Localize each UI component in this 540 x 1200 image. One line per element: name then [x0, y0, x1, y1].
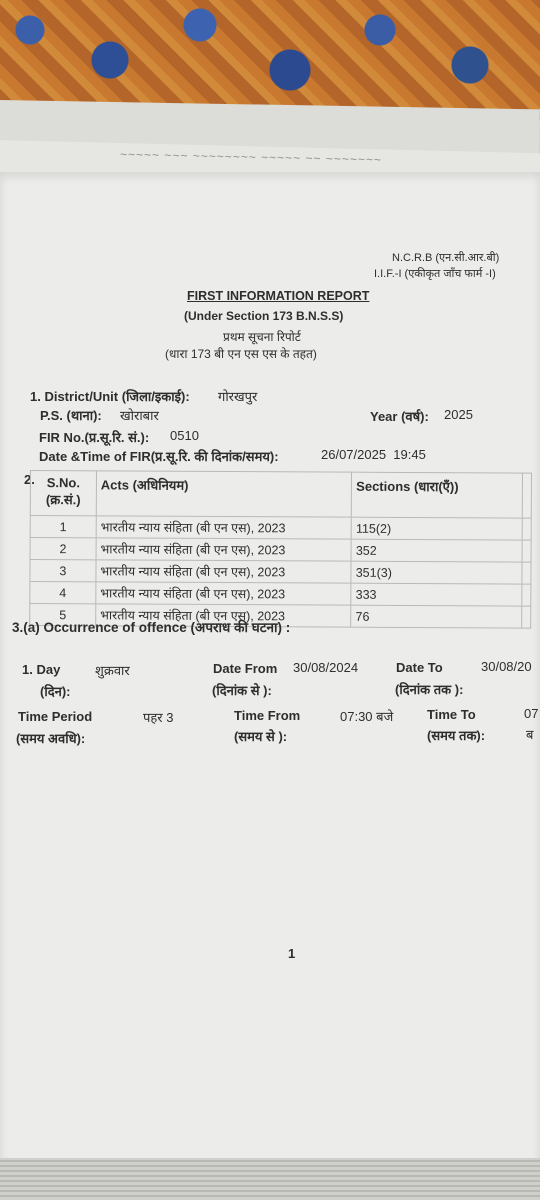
row-empty-cell [522, 562, 531, 584]
row-act: भारतीय न्याय संहिता (बी एन एस), 2023 [96, 582, 352, 605]
date-to-label-hindi: (दिनांक तक ): [395, 682, 464, 697]
sno-header-label: S.No. [46, 475, 81, 491]
row-sno: 2 [30, 538, 96, 560]
table-row [30, 582, 531, 607]
row-empty-cell [522, 518, 531, 540]
time-from-label-hindi: (समय से ): [234, 729, 288, 744]
row-section: 351(3) [351, 561, 522, 584]
day-label-hindi: (दिन): [40, 684, 71, 699]
time-period-label: Time Period [18, 709, 93, 724]
section-2-number: 2. [24, 472, 35, 487]
row-act: भारतीय न्याय संहिता (बी एन एस), 2023 [96, 604, 352, 627]
fir-number-label: FIR No.(प्र.सू.रि. सं.): [39, 430, 150, 445]
police-station-value: खोराबार [120, 408, 159, 423]
date-from-label: Date From [213, 661, 278, 676]
table-row [30, 516, 531, 541]
row-empty-cell [522, 540, 531, 562]
table-row [30, 560, 531, 585]
day-label: 1. Day [22, 662, 61, 677]
report-subtitle: (Under Section 173 B.N.S.S) [184, 309, 344, 323]
date-to-value: 30/08/20 [481, 659, 532, 674]
date-from-label-hindi: (दिनांक से ): [212, 683, 272, 698]
time-from-label: Time From [234, 708, 301, 723]
row-act: भारतीय न्याय संहिता (बी एन एस), 2023 [96, 516, 352, 539]
row-act: भारतीय न्याय संहिता (बी एन एस), 2023 [96, 560, 352, 583]
row-section: 333 [351, 583, 522, 606]
row-section: 115(2) [351, 517, 522, 540]
fir-datetime-label: Date &Time of FIR(प्र.सू.रि. की दिनांक/समय): [39, 449, 279, 464]
date-to-label: Date To [396, 660, 443, 675]
police-station-label: P.S. (थाना): [40, 408, 102, 423]
report-title-hindi: प्रथम सूचना रिपोर्ट [223, 330, 301, 344]
ncrb-code: N.C.R.B (एन.सी.आर.बी) [392, 252, 500, 264]
row-sno: 4 [30, 582, 96, 604]
acts-sections-table [29, 470, 532, 629]
row-section: 352 [351, 539, 522, 562]
time-from-value: 07:30 बजे [340, 709, 394, 724]
row-empty-cell [522, 584, 531, 606]
report-title: FIRST INFORMATION REPORT [187, 289, 370, 303]
day-value: शुक्रवार [95, 663, 130, 678]
fir-datetime-value: 26/07/2025 19:45 [321, 447, 426, 462]
row-sno: 5 [30, 604, 96, 626]
table-header-row [30, 471, 531, 519]
district-value: गोरखपुर [218, 389, 258, 404]
acts-header: Acts (अधिनियम) [96, 471, 352, 517]
empty-header-cell [522, 473, 531, 518]
time-to-label-hindi: (समय तक): [427, 728, 486, 743]
sno-header [30, 471, 96, 516]
page-number: 1 [288, 946, 296, 961]
row-act: भारतीय न्याय संहिता (बी एन एस), 2023 [96, 538, 352, 561]
iif-code: I.I.F.-I (एकीकृत जाँच फार्म -I) [374, 268, 496, 280]
time-to-label: Time To [427, 707, 476, 722]
row-section: 76 [351, 605, 522, 628]
time-period-label-hindi: (समय अवधि): [16, 731, 86, 746]
table-row [30, 538, 531, 563]
time-to-value-cont: ब [526, 727, 534, 742]
row-sno: 3 [30, 560, 96, 582]
date-from-value: 30/08/2024 [293, 660, 359, 675]
sno-header-label-hindi: (क्र.सं.) [45, 492, 81, 508]
report-subtitle-hindi: (धारा 173 बी एन एस एस के तहत) [165, 347, 317, 361]
year-label: Year (वर्ष): [370, 409, 429, 424]
fir-number-value: 0510 [170, 428, 199, 443]
sections-header: Sections (धारा(एँ)) [352, 472, 523, 518]
year-value: 2025 [444, 407, 473, 422]
faint-background-text: ~~~~~ ~~~ ~~~~~~~~ ~~~~~ ~~ ~~~~~~~ [119, 147, 383, 167]
district-label: 1. District/Unit (जिला/इकाई): [30, 389, 190, 404]
time-to-value: 07 [524, 706, 539, 721]
row-sno: 1 [30, 516, 96, 538]
time-period-value: पहर 3 [143, 710, 174, 725]
paper-stack-edge [0, 1158, 540, 1200]
occurrence-heading: 3.(a) Occurrence of offence (अपराध की घटना) : [12, 620, 291, 635]
row-empty-cell [522, 606, 531, 628]
